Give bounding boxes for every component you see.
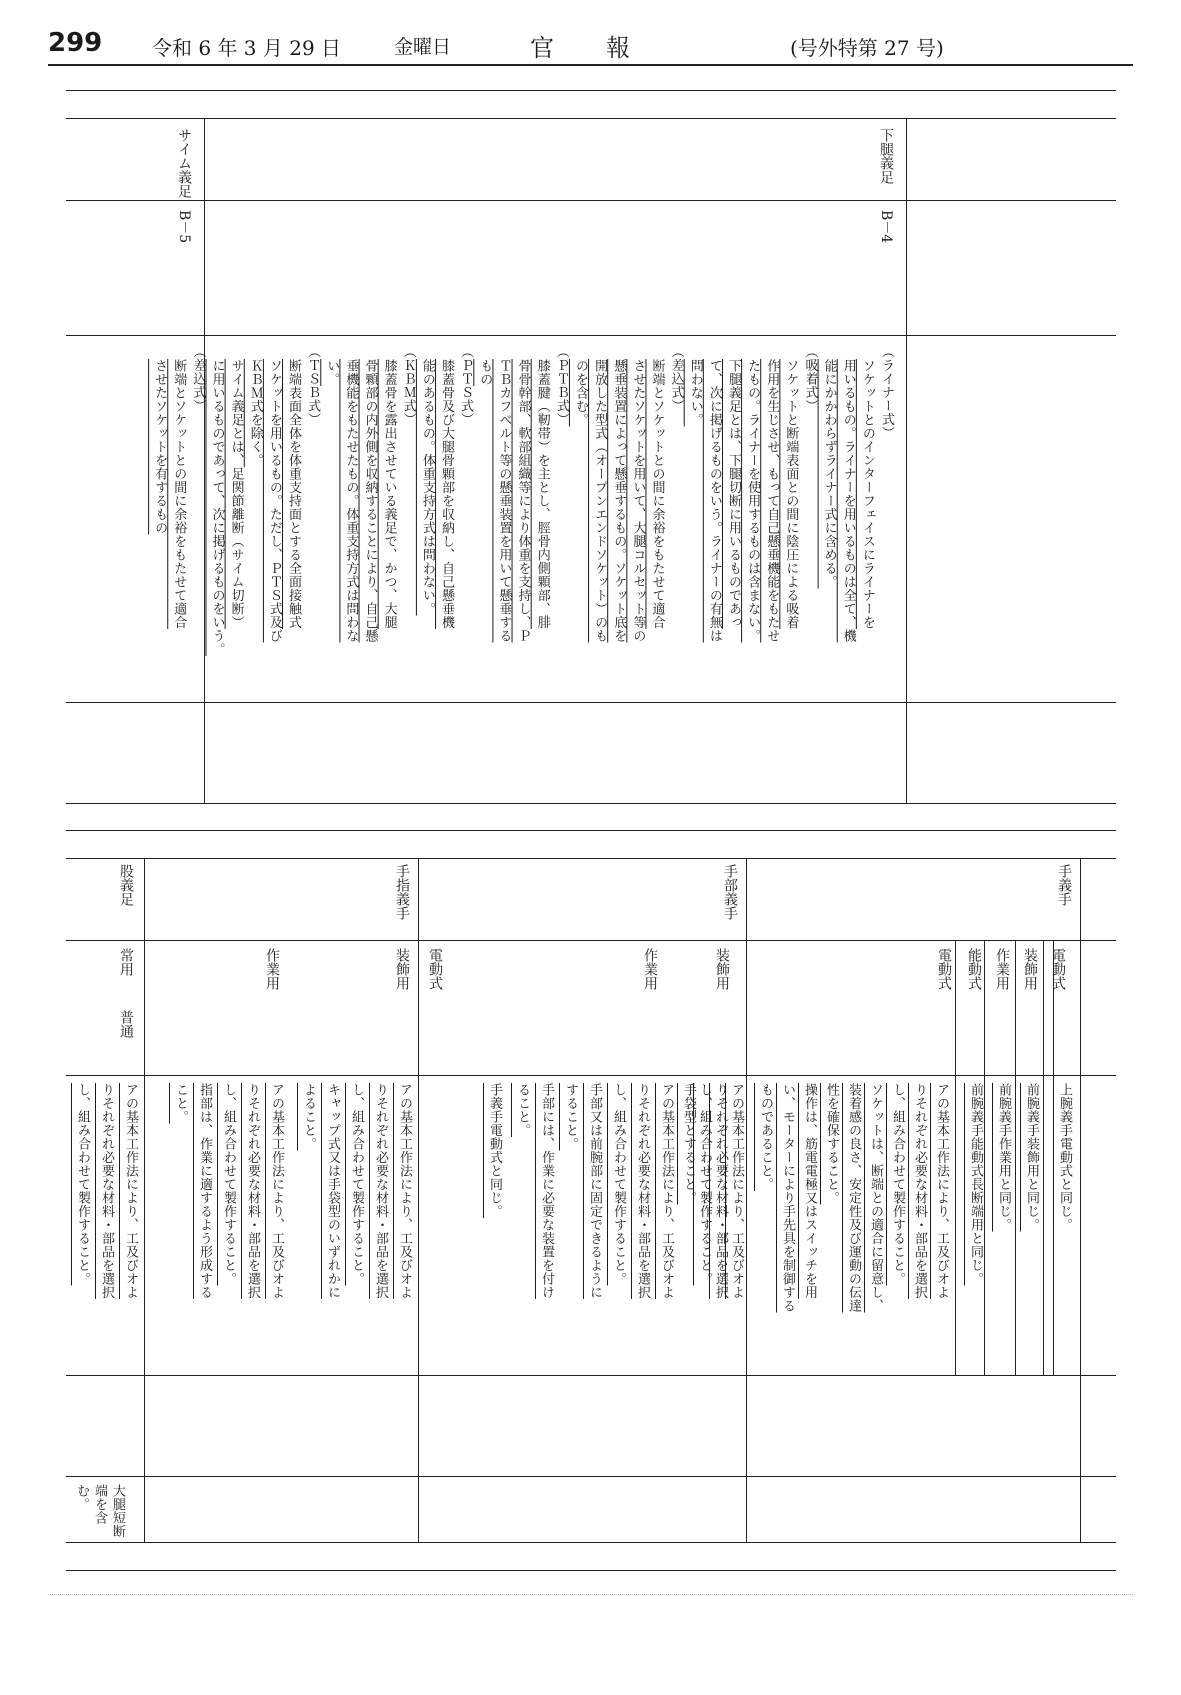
- description-line: 骨顆部の内外側を収納することにより、自己懸: [362, 359, 378, 643]
- page-number: 299: [48, 28, 103, 58]
- type-description-line: アの基本工作法により、工及びオよ: [659, 1083, 674, 1299]
- type-description-line: ソケットは、断端との適合に留意し、: [868, 1083, 883, 1313]
- type-label: 作業用: [642, 948, 658, 990]
- description-line: たもの。ライナーを使用するものは含まない。: [745, 359, 761, 643]
- type-description-line: キャップ式又は手袋型のいずれかに: [325, 1083, 340, 1299]
- description-line: （ライナー式）: [878, 345, 894, 440]
- type-description-line: りそれぞれ必要な材料・部品を選択: [373, 1083, 388, 1299]
- description-line: もの: [477, 359, 493, 386]
- description-line: （差込式）: [668, 345, 684, 413]
- description-line: 下腿義足とは、下腿切断に用いるものであっ: [725, 359, 741, 629]
- type-description-line: 前腕義手能動式長断端用と同じ。: [968, 1083, 983, 1286]
- description-line: サイム義足とは、足関節離断（サイム切断）: [228, 359, 244, 629]
- type-description-line: 手部又は前腕部に固定できるように: [587, 1083, 602, 1299]
- code-b4: B－4: [878, 210, 894, 244]
- type-description-line: アの基本工作法により、工及びオよ: [397, 1083, 412, 1299]
- description-line: い。: [324, 359, 340, 386]
- description-line: （吸着式）: [802, 345, 818, 413]
- type-description-line: 前腕義手作業用と同じ。: [996, 1083, 1011, 1232]
- description-line: に用いるものであって、次に掲げるものをいう。: [209, 359, 225, 656]
- page-bottom-rule: [48, 1594, 1133, 1596]
- description-line: 懸垂装置によって懸垂するもの。ソケット底を: [611, 359, 627, 643]
- description-line: （差込式）: [190, 345, 206, 413]
- description-line: 開放した型式（オープンエンドソケット）のも: [592, 359, 608, 643]
- type-description-line: ものであること。: [758, 1083, 773, 1191]
- description-line: させたソケットを用いて、大腿コルセット等の: [630, 359, 646, 643]
- code-b5: B－5: [176, 210, 192, 244]
- type-description-line: 指部は、作業に適するよう形成する: [197, 1083, 212, 1299]
- description-line: 用いるもの。ライナーを用いるものは全て、機: [840, 359, 856, 643]
- description-line: 作用を生じさせ、もって自己懸垂機能をもたせ: [764, 359, 780, 643]
- type-description-line: し、組み合わせて製作すること。: [890, 1083, 905, 1286]
- weekday: 金曜日: [394, 36, 452, 58]
- category-finger: 手指義手: [394, 864, 410, 920]
- category-partial-hand: 手部義手: [722, 864, 738, 920]
- description-line: 断端表面全体を体重支持面とする全面接触式: [286, 359, 302, 629]
- type-label: 作業用: [994, 948, 1010, 990]
- category-hip: 股義足: [118, 864, 134, 906]
- type-label: 装飾用: [714, 948, 730, 990]
- type-label: 装飾用: [394, 948, 410, 990]
- type-description-line: 手義手電動式と同じ。: [487, 1083, 502, 1218]
- type-description-line: アの基本工作法により、工及びオよ: [269, 1083, 284, 1299]
- type-description-line: こと。: [173, 1083, 188, 1124]
- description-line: （ＴＳＢ式）: [305, 345, 321, 426]
- type-description-line: りそれぞれ必要な材料・部品を選択: [713, 1083, 728, 1299]
- type-description-line: し、組み合わせて製作すること。: [221, 1083, 236, 1286]
- description-line: て、次に掲げるものをいう。ライナーの有無は: [706, 359, 722, 643]
- page-header: [0, 26, 1181, 66]
- description-line: ソケットと断端表面との間に陰圧による吸着: [783, 359, 799, 629]
- type-label: 電動式: [427, 948, 443, 990]
- type-description-line: 性を確保すること。: [824, 1083, 839, 1205]
- type-label: 装飾用: [1022, 948, 1038, 990]
- type-description-line: 装着感の良さ、安定性及び運動の伝達: [846, 1083, 861, 1313]
- type-sublabel: 普通: [118, 1010, 134, 1038]
- type-description-line: し、組み合わせて製作すること。: [697, 1083, 712, 1286]
- type-description-line: アの基本工作法により、工及びオよ: [934, 1083, 949, 1299]
- type-description-line: し、組み合わせて製作すること。: [349, 1083, 364, 1286]
- type-label: 能動式: [966, 948, 982, 990]
- category-hand: 手義手: [1056, 864, 1072, 906]
- gazette-title: 官報: [530, 34, 682, 62]
- type-label: 電動式: [936, 948, 952, 990]
- description-line: 能のあるもの。体重支持方式は問わない。: [419, 359, 435, 616]
- description-line: 問わない。: [687, 359, 703, 427]
- issue-date: 令和 6 年 3 月 29 日: [152, 36, 342, 60]
- header-rule: [48, 64, 1133, 66]
- type-label: 作業用: [264, 948, 280, 990]
- type-label: 電動式: [1050, 948, 1066, 990]
- description-line: 断端とソケットとの間に余裕をもたせて適合: [171, 359, 187, 629]
- type-description-line: い、モーターにより手先具を制御する: [780, 1083, 795, 1313]
- description-line: 骨骨幹部、軟部組織等により体重を支持し、Ｐ: [515, 359, 531, 643]
- description-line: （ＰＴＳ式）: [458, 345, 474, 426]
- description-line: 膝蓋骨を露出させている義足で、かつ、大腿: [381, 359, 397, 629]
- description-line: させたソケットを有するもの: [152, 359, 168, 535]
- footnote: 大腿短断端を含む。: [74, 1484, 125, 1538]
- type-description-line: し、組み合わせて製作すること。: [611, 1083, 626, 1286]
- type-description-line: よること。: [301, 1083, 316, 1151]
- description-line: 能にかかわらずライナー式に含める。: [821, 359, 837, 589]
- category-transtibial: 下腿義足: [878, 128, 894, 184]
- type-description-line: 上腕義手電動式と同じ。: [1057, 1083, 1072, 1232]
- description-line: 断端とソケットとの間に余裕をもたせて適合: [649, 359, 665, 629]
- type-description-line: りそれぞれ必要な材料・部品を選択: [99, 1083, 114, 1299]
- type-description-line: アの基本工作法により、工及びオよ: [729, 1083, 744, 1299]
- type-description-line: し、組み合わせて製作すること。: [75, 1083, 90, 1286]
- description-line: のを含む。: [572, 359, 588, 427]
- issue-number: (号外特第 27 号): [790, 36, 944, 60]
- type-description-line: 前腕義手装飾用と同じ。: [1024, 1083, 1039, 1232]
- type-description-line: 操作は、筋電電極又はスイッチを用: [802, 1083, 817, 1299]
- description-line: ＫＢＭ式を除く。: [247, 359, 263, 467]
- description-line: （ＰＴＢ式）: [553, 345, 569, 426]
- type-description-line: 手部には、作業に必要な装置を付け: [539, 1083, 554, 1299]
- description-line: ＴＢカフベルト等の懸垂装置を用いて懸垂する: [496, 359, 512, 643]
- type-description-line: ること。: [515, 1083, 530, 1137]
- type-description-line: 手袋型とすること。: [681, 1083, 696, 1205]
- description-line: 膝蓋骨及び大腿骨顆部を収納し、自己懸垂機: [439, 359, 455, 629]
- type-description-line: りそれぞれ必要な材料・部品を選択: [245, 1083, 260, 1299]
- description-line: 膝蓋腱（靭帯）を主とし、脛骨内側顆部、腓: [534, 359, 550, 629]
- category-syme: サイム義足: [176, 128, 192, 198]
- type-description-line: すること。: [563, 1083, 578, 1151]
- type-label: 常用: [118, 948, 134, 976]
- description-line: ソケットとのインターフェイスにライナーを: [859, 359, 875, 629]
- type-description-line: りそれぞれ必要な材料・部品を選択: [912, 1083, 927, 1299]
- type-description-line: アの基本工作法により、工及びオよ: [123, 1083, 138, 1299]
- description-line: （ＫＢＭ式）: [400, 345, 416, 426]
- description-line: 垂機能をもたせたもの。体重支持方式は問わな: [343, 359, 359, 643]
- description-line: ソケットを用いるもの。ただし、ＰＴＳ式及び: [266, 359, 282, 643]
- type-description-line: りそれぞれ必要な材料・部品を選択: [635, 1083, 650, 1299]
